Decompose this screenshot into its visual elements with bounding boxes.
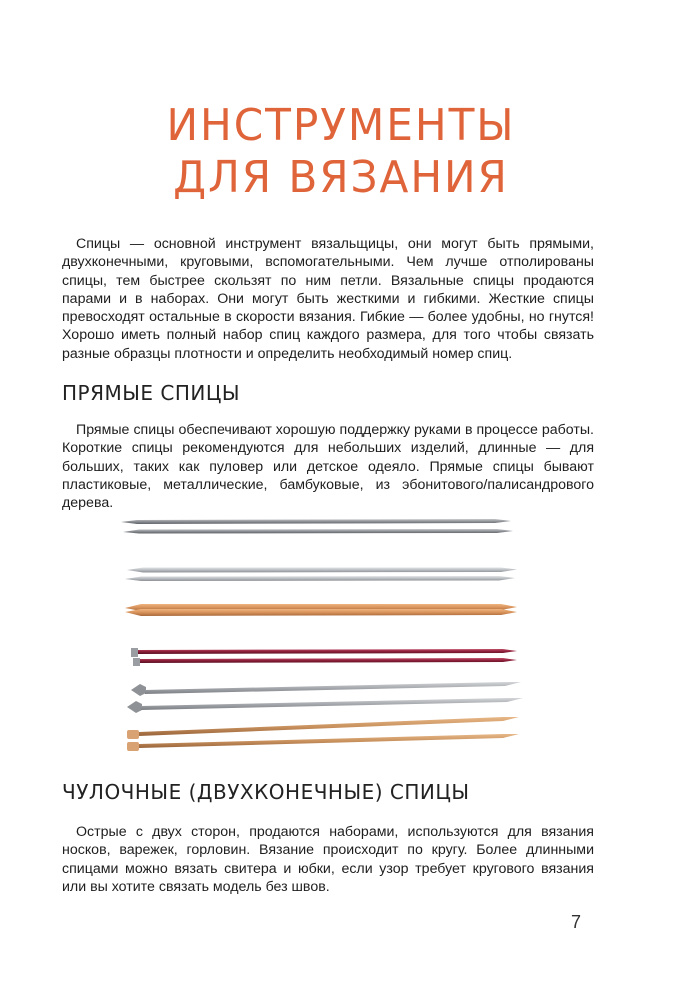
page-title-line-1: ИНСТРУМЕНТЫ [166,100,516,151]
needle-steel-dpn [121,519,513,534]
intro-paragraph: Спицы — основной инструмент вязальщицы, они могут быть прямыми, двухконечными, круговыми, вспомогательными. Чем лучше отполированы спицы, тем быстрее скользят по ним петли. Вязальные спицы продаются парами и в наборах. Они могут быть жесткими и гибкими. Жесткие спицы превосходят остальные в скорости вязания. Гибкие — более удобны, но гнутся! Хорошо иметь полный набор спиц каждого размера, для того чтобы связать разные образцы плотности и определить необходимый номер спиц. [62,236,594,362]
knitting-needles-photo [115,508,535,756]
needle-bamboo-straight [127,717,519,751]
needle-aluminum-dpn [125,568,517,582]
needle-bamboo-dpn [125,604,517,616]
double-pointed-needles-paragraph: Острые с двух сторон, продаются наборами, используются для вязания носков, варежек, горловин. Вязание происходит по кругу. Более длинными спицами можно вязать свитера и юбки, если узор требует кругового вязания или вы хотите связать модель без швов. [62,824,594,895]
straight-needles-paragraph: Прямые спицы обеспечивают хорошую поддержку руками в процессе работы. Короткие спицы рекомендуются для небольших изделий, длинные — для больших, таких как пуловер или детское одеяло. Прямые спицы бывают пластиковые, металлические, бамбуковые, из эбонитового/палисандрового дерева. [62,422,594,512]
needle-metallic-red [131,648,517,666]
page-number: 7 [571,912,582,932]
section-heading-straight-needles: ПРЯМЫЕ СПИЦЫ [62,381,241,405]
page-title-line-2: ДЛЯ ВЯЗАНИЯ [173,152,509,203]
page-title [14,100,669,204]
section-heading-double-pointed-needles: ЧУЛОЧНЫЕ (ДВУХКОНЕЧНЫЕ) СПИЦЫ [62,780,470,804]
needle-grey-plastic [127,682,523,713]
